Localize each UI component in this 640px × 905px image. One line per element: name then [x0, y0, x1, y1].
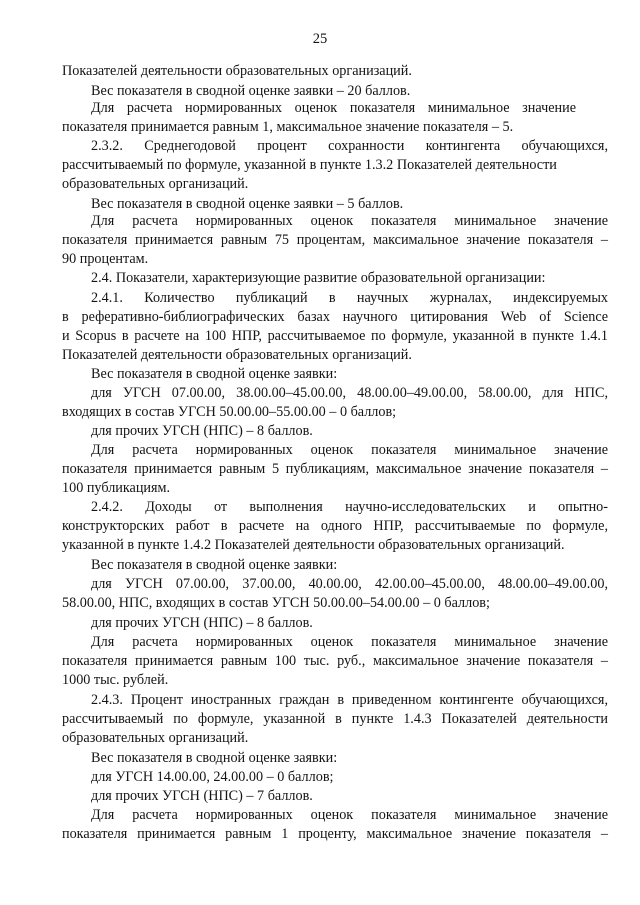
text-line: в реферативно-библиографических базах научного цитирования Web of Science	[62, 309, 608, 325]
text-line: входящих в состав УГСН 50.00.00–55.00.00 – 0 баллов;	[62, 404, 397, 420]
text-line: для УГСН 07.00.00, 37.00.00, 40.00.00, 42.00.00–45.00.00, 48.00.00–49.00.00,	[91, 576, 608, 592]
text-line: показателя принимается равным 100 тыс. руб., максимальное значение показателя –	[62, 653, 608, 669]
text-line: Для расчета нормированных оценок показателя минимальное значение	[91, 442, 608, 458]
text-line: Показателей деятельности образовательных организаций.	[62, 63, 412, 79]
text-line: указанной в пункте 1.4.2 Показателей деятельности образовательных организаций.	[62, 537, 565, 553]
text-line: Для расчета нормированных оценок показателя минимальное значение	[91, 100, 576, 116]
page-number: 25	[312, 31, 328, 47]
text-line: для прочих УГСН (НПС) – 7 баллов.	[91, 788, 313, 804]
text-line: для УГСН 14.00.00, 24.00.00 – 0 баллов;	[91, 769, 334, 785]
text-line: для УГСН 07.00.00, 38.00.00–45.00.00, 48.00.00–49.00.00, 58.00.00, для НПС,	[91, 385, 608, 401]
text-line: показателя принимается равным 1, максимальное значение показателя – 5.	[62, 119, 514, 135]
text-line: показателя принимается равным 1 проценту, максимальное значение показателя –	[62, 826, 608, 842]
text-line: Вес показателя в сводной оценке заявки – 20 баллов.	[91, 83, 411, 99]
text-line: для прочих УГСН (НПС) – 8 баллов.	[91, 615, 313, 631]
text-line: Для расчета нормированных оценок показателя минимальное значение	[91, 807, 608, 823]
text-line: показателя принимается равным 5 публикациям, максимальное значение показателя –	[62, 461, 608, 477]
text-line: Вес показателя в сводной оценке заявки – 5 баллов.	[91, 196, 404, 212]
text-line: Вес показателя в сводной оценке заявки:	[91, 557, 338, 573]
text-line: для прочих УГСН (НПС) – 8 баллов.	[91, 423, 313, 439]
text-line: 2.4.2. Доходы от выполнения научно-исследовательских и опытно-	[91, 499, 608, 515]
text-line: образовательных организаций.	[62, 730, 249, 746]
text-line: рассчитываемый по формуле, указанной в пункте 1.3.2 Показателей деятельности	[62, 157, 557, 173]
text-line: Вес показателя в сводной оценке заявки:	[91, 366, 338, 382]
text-line: 90 процентам.	[62, 251, 149, 267]
text-line: и Scopus в расчете на 100 НПР, рассчитываемое по формуле, указанной в пункте 1.4.1	[62, 328, 608, 344]
text-line: Показателей деятельности образовательных организаций.	[62, 347, 412, 363]
text-line: Вес показателя в сводной оценке заявки:	[91, 750, 338, 766]
text-line: Для расчета нормированных оценок показателя минимальное значение	[91, 213, 608, 229]
text-line: показателя принимается равным 75 процентам, максимальное значение показателя –	[62, 232, 608, 248]
text-line: 2.4.3. Процент иностранных граждан в приведенном контингенте обучающихся,	[91, 692, 608, 708]
text-line: 58.00.00, НПС, входящих в состав УГСН 50.00.00–54.00.00 – 0 баллов;	[62, 595, 490, 611]
text-line: 2.4. Показатели, характеризующие развитие образовательной организации:	[91, 270, 546, 286]
text-line: Для расчета нормированных оценок показателя минимальное значение	[91, 634, 608, 650]
text-line: конструкторских работ в расчете на одного НПР, рассчитываемые по формуле,	[62, 518, 608, 534]
text-line: рассчитываемый по формуле, указанной в пункте 1.4.3 Показателей деятельности	[62, 711, 608, 727]
text-line: 2.3.2. Среднегодовой процент сохранности контингента обучающихся,	[91, 138, 608, 154]
text-line: 2.4.1. Количество публикаций в научных журналах, индексируемых	[91, 290, 608, 306]
text-line: 100 публикациям.	[62, 480, 171, 496]
text-line: образовательных организаций.	[62, 176, 249, 192]
text-line: 1000 тыс. рублей.	[62, 672, 169, 688]
